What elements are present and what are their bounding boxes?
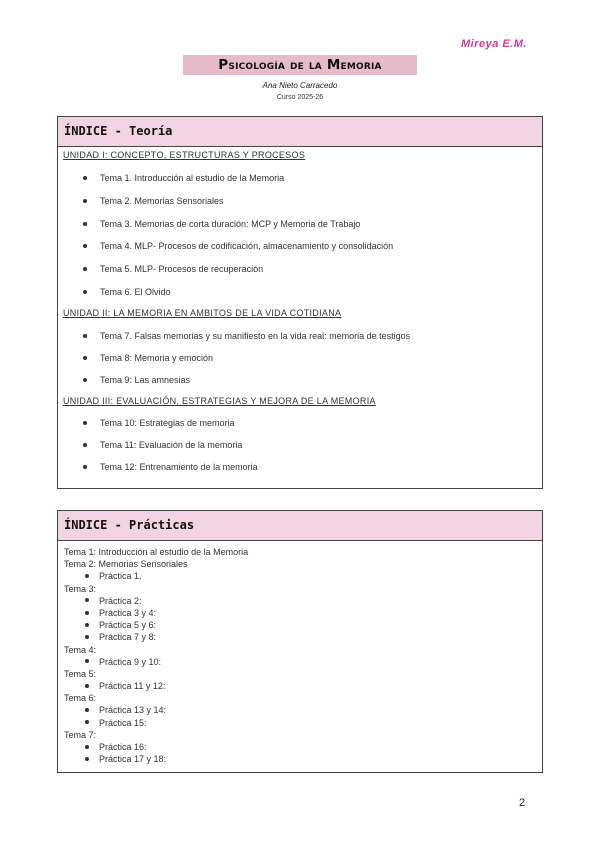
practice-topic: Tema 3: (64, 583, 97, 594)
topic-item: Tema 11: Evaluación de la memoria (83, 440, 242, 450)
bullet-icon (83, 421, 87, 425)
practice-item: Práctica 1. (64, 570, 248, 582)
topic-item: Tema 6. El Olvido (83, 287, 171, 297)
page-number: 2 (519, 797, 526, 809)
author-tag: Mireya E.M. (460, 38, 527, 50)
practice-item: Práctica 5 y 6: (64, 619, 248, 631)
practices-index-box (57, 510, 543, 773)
course-year: Curso 2025-26 (276, 94, 324, 101)
document-subtitle: Ana Nieto Carracedo (262, 81, 338, 90)
bullet-icon (85, 623, 89, 627)
bullet-icon (83, 267, 87, 271)
unit-1-title: UNIDAD I: CONCEPTO, ESTRUCTURAS Y PROCESOS (63, 150, 306, 160)
topic-item: Tema 9: Las amnesias (83, 375, 190, 385)
practice-item: Práctica 16: (64, 741, 248, 753)
document-title: Psicología de la Memoria (183, 55, 417, 75)
practices-index-heading: ÍNDICE - Prácticas (58, 511, 542, 541)
practice-item: Práctica 13 y 14: (64, 704, 248, 716)
bullet-icon (85, 659, 89, 663)
topic-item: Tema 5. MLP- Procesos de recuperación (83, 264, 263, 274)
topic-item: Tema 10: Estrategias de memoria (83, 418, 235, 428)
bullet-icon (83, 199, 87, 203)
practice-topic: Tema 7: (64, 729, 97, 740)
practice-item: Práctica 3 y 4: (64, 607, 248, 619)
unit-2-title: UNIDAD II: LA MEMORIA EN AMBITOS DE LA VIDA COTIDIANA (63, 308, 342, 318)
unit-3-title: UNIDAD III: EVALUACIÓN, ESTRATEGIAS Y MEJORA DE LA MEMORIA (63, 396, 376, 406)
bullet-icon (85, 635, 89, 639)
practice-item: Práctica 7 y 8: (64, 631, 248, 643)
topic-item: Tema 4. MLP- Procesos de codificación, almacenamiento y consolidación (83, 241, 393, 251)
bullet-icon (85, 720, 89, 724)
practice-item: Práctica 2: (64, 595, 248, 607)
practice-item: Práctica 11 y 12: (64, 680, 248, 692)
bullet-icon (85, 574, 89, 578)
topic-item: Tema 8: Memoria y emoción (83, 353, 213, 363)
bullet-icon (85, 598, 89, 602)
practice-item: Práctica 9 y 10: (64, 656, 248, 668)
bullet-icon (85, 745, 89, 749)
practice-item: Práctica 15: (64, 717, 248, 729)
bullet-icon (83, 244, 87, 248)
practice-topic: Tema 6: (64, 693, 97, 704)
bullet-icon (83, 378, 87, 382)
bullet-icon (83, 334, 87, 338)
topic-item: Tema 12: Entrenamiento de la memoria (83, 462, 258, 472)
practice-topic: Tema 1: Introducción al estudio de la Memoria (64, 547, 249, 557)
theory-index-heading: ÍNDICE - Teoría (58, 117, 542, 147)
bullet-icon (83, 465, 87, 469)
practices-list (64, 546, 248, 765)
bullet-icon (83, 443, 87, 447)
bullet-icon (83, 222, 87, 226)
practice-topic: Tema 4: (64, 644, 97, 655)
bullet-icon (85, 708, 89, 712)
bullet-icon (85, 684, 89, 688)
topic-item: Tema 2. Memorias Sensoriales (83, 196, 224, 206)
bullet-icon (83, 176, 87, 180)
bullet-icon (83, 356, 87, 360)
practice-topic: Tema 5: (64, 668, 97, 679)
theory-index-box (57, 116, 543, 489)
topic-item: Tema 7. Falsas memorias y su manifiesto en la vida real: memoria de testigos (83, 331, 410, 341)
bullet-icon (85, 611, 89, 615)
topic-item: Tema 1. Introducción al estudio de la Memoria (83, 173, 284, 183)
practice-topic: Tema 2: Memorias Sensoriales (64, 559, 188, 570)
practice-item: Práctica 17 y 18: (64, 753, 248, 765)
bullet-icon (83, 290, 87, 294)
topic-item: Tema 3. Memorias de corta duración: MCP y Memoria de Trabajo (83, 219, 360, 229)
bullet-icon (85, 757, 89, 761)
